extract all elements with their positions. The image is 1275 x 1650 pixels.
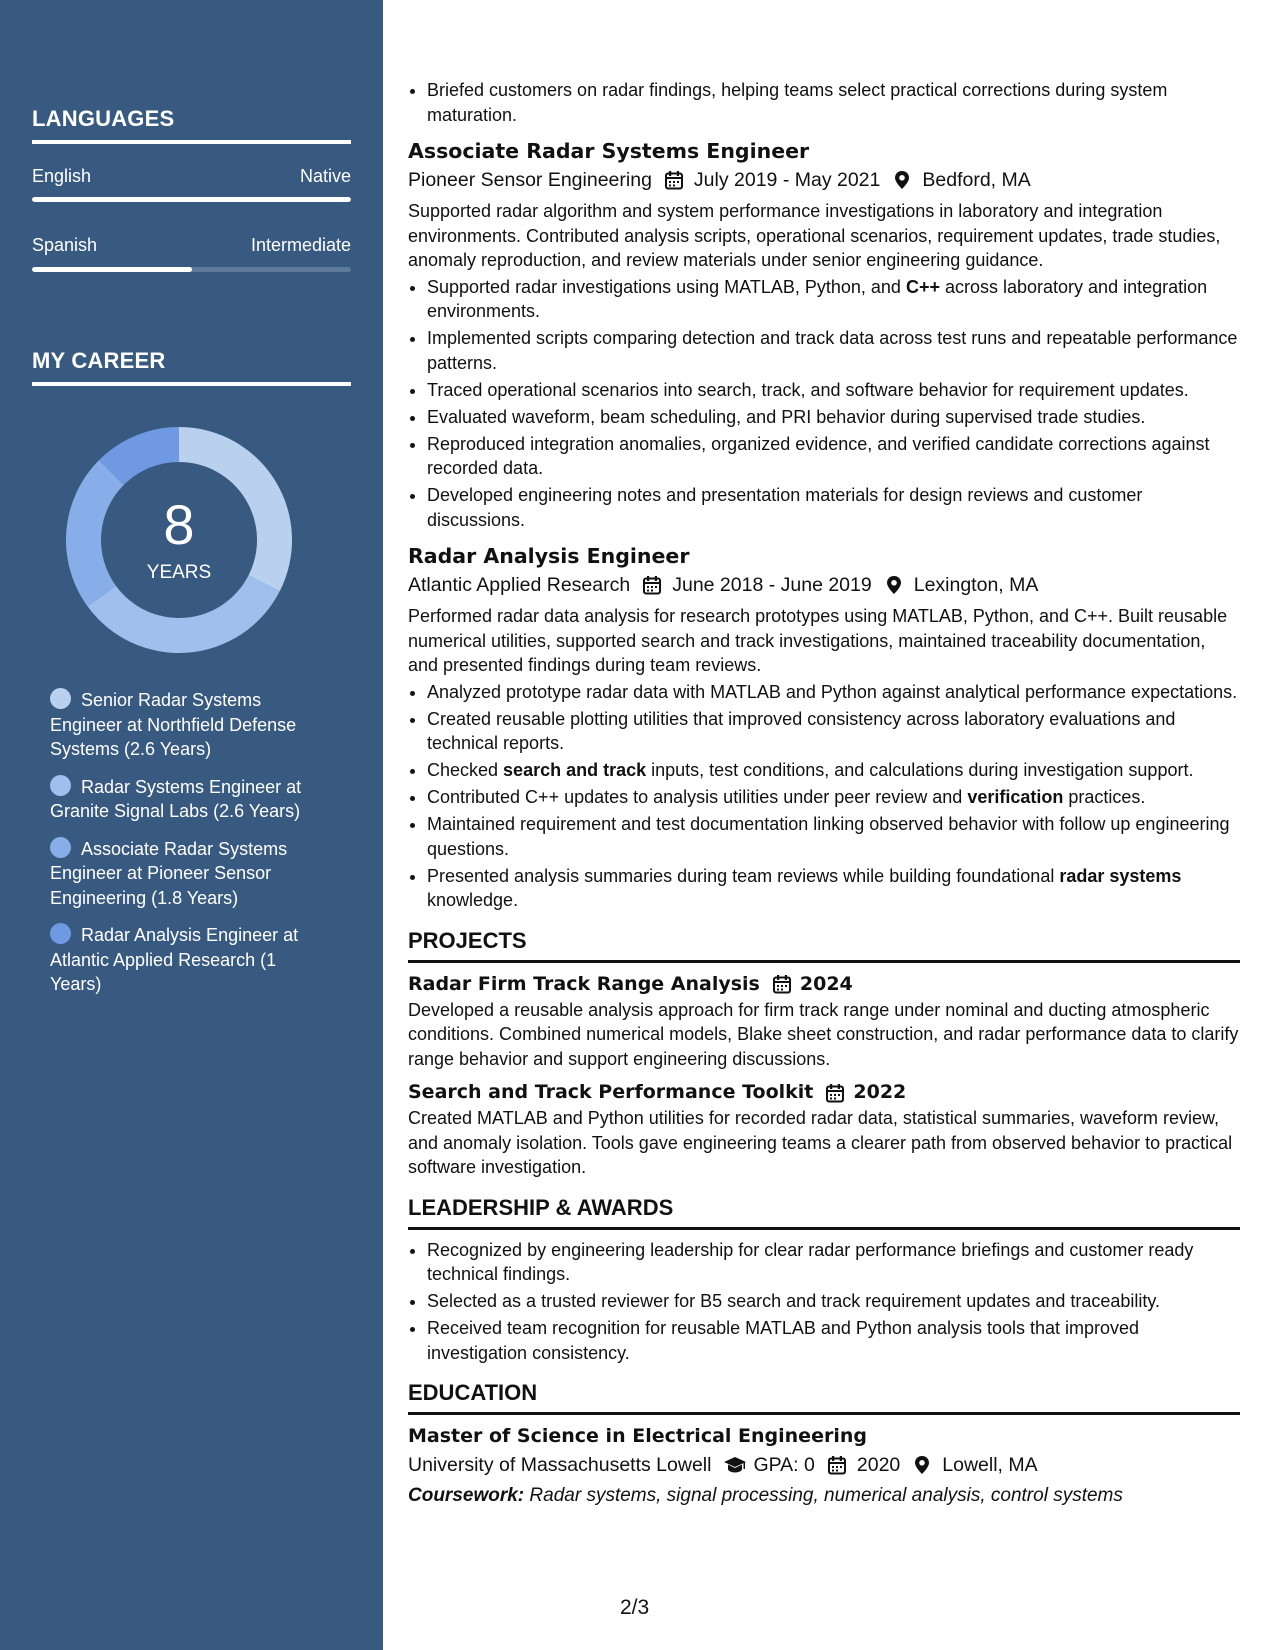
bullet-text: Traced operational scenarios into search, track, and software behavior for requirement updates.	[427, 379, 1189, 400]
project-year: 2024	[799, 972, 853, 995]
coursework-list: Radar systems, signal processing, numerical analysis, control systems	[529, 1485, 1123, 1506]
graduation-year: 2020	[856, 1454, 901, 1476]
projects-heading: PROJECTS	[408, 927, 1240, 963]
language-level: Intermediate	[250, 235, 351, 255]
bullet-item	[427, 483, 1240, 532]
job-bullets	[408, 680, 1240, 913]
leadership-heading: LEADERSHIP & AWARDS	[408, 1194, 1240, 1230]
calendar-icon	[825, 1083, 845, 1103]
career-legend-label: Senior Radar Systems Engineer at Northfield Defense Systems (2.6 Years)	[50, 690, 297, 759]
job-title: Associate Radar Systems Engineer	[408, 139, 810, 163]
bullet-item	[427, 378, 1240, 403]
language-name: Spanish	[32, 235, 98, 255]
language-row-english	[32, 166, 351, 187]
education-meta	[408, 1450, 1240, 1480]
bullet-item	[427, 758, 1240, 783]
language-bar-english	[32, 197, 351, 202]
job-company: Pioneer Sensor Engineering	[408, 169, 652, 191]
bullet-text: Supported radar investigations using MATLAB, Python, and	[427, 276, 906, 297]
career-legend-label: Associate Radar Systems Engineer at Pioneer Sensor Engineering (1.8 Years)	[50, 838, 288, 908]
language-bar-spanish	[32, 267, 351, 272]
language-bar-fill	[32, 197, 351, 202]
leadership-item: • Recognized by engineering leadership for clear radar performance briefings and customer ready technical findings.	[427, 1238, 1240, 1287]
career-legend-item	[50, 775, 320, 824]
degree-title: Master of Science in Electrical Engineering	[408, 1425, 867, 1447]
bullet-text: Checked	[427, 760, 504, 780]
job-bullets	[408, 275, 1240, 533]
job-location: Lexington, MA	[913, 574, 1039, 596]
project-entry	[408, 971, 1240, 1072]
legend-dot	[50, 775, 71, 796]
languages-heading: LANGUAGES	[32, 106, 351, 144]
legend-dot	[50, 688, 71, 709]
project-entry	[408, 1079, 1240, 1180]
education-heading: EDUCATION	[408, 1379, 1240, 1415]
bullet-text: Presented analysis summaries during team reviews while building foundational	[427, 865, 1060, 886]
bullet-item	[427, 707, 1240, 756]
bullet-text: knowledge.	[427, 890, 519, 910]
bullet-item	[427, 275, 1240, 324]
job-entry	[408, 542, 1240, 913]
bullet-item	[427, 326, 1240, 375]
bullet-text: across laboratory and integration environments.	[427, 276, 1208, 321]
leadership-item: • Received team recognition for reusable MATLAB and Python analysis tools that improved investigation consistency.	[427, 1316, 1240, 1365]
coursework-label: Coursework:	[408, 1485, 525, 1506]
job-dates: July 2019 - May 2021	[693, 169, 881, 191]
bullet-text: Analyzed prototype radar data with MATLAB and Python against analytical performance expectations.	[427, 681, 1238, 702]
career-legend-label: Radar Systems Engineer at Granite Signal Labs (2.6 Years)	[50, 776, 302, 821]
job-entry	[408, 137, 1240, 532]
location-pin-icon	[912, 1455, 932, 1475]
project-title-row	[408, 971, 1240, 998]
career-legend-item	[50, 923, 320, 997]
total-years-number: 8	[163, 493, 195, 556]
bullet-bold-text: search and track	[503, 760, 647, 780]
job-summary: Supported radar algorithm and system performance investigations in laboratory and integration environments. Contributed analysis scripts, operational scenarios, requirement updates, trade studies, anomaly reproduction, and review materials under senior engineering guidance.	[408, 201, 1221, 270]
project-title: Search and Track Performance Toolkit	[408, 1081, 814, 1103]
career-heading: MY CAREER	[32, 348, 351, 386]
bullet-bold-text: verification	[967, 787, 1064, 807]
legend-dot	[50, 837, 71, 858]
career-legend-label: Radar Analysis Engineer at Atlantic Applied Research (1 Years)	[50, 925, 299, 994]
calendar-icon	[664, 170, 684, 190]
job-meta	[408, 570, 1240, 600]
bullet-bold-text: radar systems	[1059, 865, 1182, 886]
bullet-item	[427, 812, 1240, 861]
legend-dot	[50, 923, 71, 944]
bullet-text: Implemented scripts comparing detection and track data across test runs and repeatable performance patterns.	[427, 328, 1238, 373]
bullet-text: Reproduced integration anomalies, organized evidence, and verified candidate corrections against recorded data.	[427, 433, 1210, 478]
job-meta	[408, 165, 1240, 195]
graduation-cap-icon	[723, 1455, 743, 1475]
project-title-row	[408, 1079, 1240, 1106]
career-legend-item	[50, 837, 320, 911]
bullet-item	[427, 432, 1240, 481]
project-title: Radar Firm Track Range Analysis	[408, 972, 760, 995]
school-name: University of Massachusetts Lowell	[408, 1454, 712, 1476]
bullet-text: inputs, test conditions, and calculations during investigation support.	[646, 760, 1194, 780]
career-legend	[50, 688, 320, 1010]
location-pin-icon	[892, 170, 912, 190]
main-column	[408, 78, 1240, 1509]
language-level: Native	[299, 166, 351, 186]
page-number: 2/3	[620, 1596, 650, 1619]
total-years-label: YEARS	[146, 562, 212, 583]
job-dates: June 2018 - June 2019	[672, 574, 872, 596]
calendar-icon	[642, 575, 662, 595]
bullet-item: • Briefed customers on radar findings, helping teams select practical corrections during system maturation.	[427, 78, 1240, 127]
bullet-text: Evaluated waveform, beam scheduling, and PRI behavior during supervised trade studies.	[427, 406, 1146, 427]
bullet-text: practices.	[1063, 787, 1146, 807]
job-summary: Performed radar data analysis for research prototypes using MATLAB, Python, and C++. Built reusable numerical utilities, supported search and track investigations, maintained traceability documentation, and presented findings during team reviews.	[408, 606, 1228, 675]
project-description: Developed a reusable analysis approach for firm track range under nominal and ducting atmospheric conditions. Combined numerical models, Blake sheet construction, and radar performance data to clarify range behavior and support engineering discussions.	[408, 999, 1239, 1069]
bullet-bold-text: C++	[905, 276, 940, 297]
donut-segment	[88, 575, 280, 653]
sidebar	[0, 0, 383, 1650]
bullet-item	[427, 680, 1240, 705]
job-company: Atlantic Applied Research	[408, 574, 631, 596]
school-location: Lowell, MA	[942, 1454, 1038, 1476]
calendar-icon	[827, 1455, 847, 1475]
project-year: 2022	[853, 1081, 907, 1103]
bullet-item	[427, 864, 1240, 913]
bullet-text: Contributed C++ updates to analysis utilities under peer review and	[427, 787, 968, 807]
bullet-text: Developed engineering notes and presentation materials for design reviews and customer discussions.	[427, 485, 1143, 530]
project-description: Created MATLAB and Python utilities for recorded radar data, statistical summaries, waveform review, and anomaly isolation. Tools gave engineering teams a clearer path from observed behavior to practical software investigation.	[408, 1108, 1233, 1177]
job-title: Radar Analysis Engineer	[408, 544, 690, 568]
leadership-item: • Selected as a trusted reviewer for B5 search and track requirement updates and traceability.	[427, 1289, 1240, 1314]
language-bar-fill	[32, 267, 192, 272]
bullet-item	[427, 405, 1240, 430]
previous-job-bullets	[408, 78, 1240, 127]
job-location: Bedford, MA	[922, 169, 1031, 191]
gpa: GPA: 0	[753, 1454, 815, 1476]
bullet-item	[427, 785, 1240, 810]
calendar-icon	[772, 974, 792, 994]
language-row-spanish	[32, 235, 351, 256]
bullet-text: Created reusable plotting utilities that improved consistency across laboratory evaluations and technical reports.	[427, 708, 1176, 753]
coursework	[408, 1484, 1240, 1509]
language-name: English	[32, 166, 92, 186]
leadership-list	[408, 1238, 1240, 1366]
location-pin-icon	[884, 575, 904, 595]
career-legend-item	[50, 688, 320, 762]
bullet-text: Maintained requirement and test documentation linking observed behavior with follow up engineering questions.	[427, 814, 1230, 859]
